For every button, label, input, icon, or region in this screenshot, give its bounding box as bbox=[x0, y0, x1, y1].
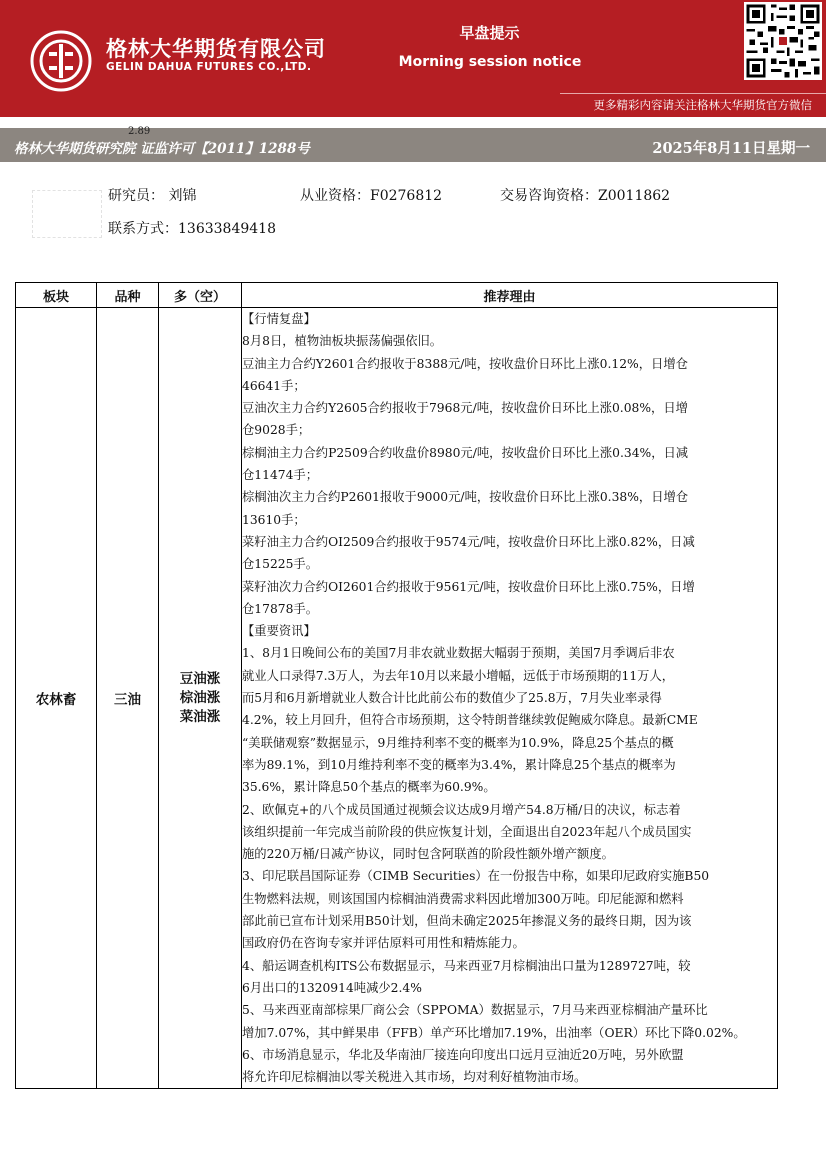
contact-phone: 联系方式：13633849418 bbox=[108, 221, 276, 237]
reason-line: 6、市场消息显示，华北及华南油厂接连向印度出口远月豆油近20万吨，另外欧盟 bbox=[242, 1047, 684, 1062]
reason-line: 3、印尼联昌国际证券（CIMB Securities）在一份报告中称，如果印尼政府实施B50 bbox=[242, 869, 710, 884]
direction-palm-oil: 棕油涨 bbox=[179, 689, 221, 706]
qr-code-icon bbox=[744, 2, 822, 80]
reason-line: 【行情复盘】 bbox=[242, 312, 316, 326]
reason-line: 仓15225手。 bbox=[242, 557, 319, 572]
reason-line: 菜籽油次力合约OI2601合约报收于9561元/吨，按收盘价日环比上涨0.75%，日增 bbox=[242, 579, 695, 594]
reason-line: 35.6%，累计降息50个基点的概率为60.9%。 bbox=[242, 780, 496, 795]
sector-cell: 农林畜 bbox=[16, 308, 97, 1089]
reason-line: 仓9028手； bbox=[242, 423, 311, 438]
direction-rapeseed-oil: 菜油涨 bbox=[179, 708, 221, 725]
reason-line: “美联储观察”数据显示，9月维持利率不变的概率为10.9%，降息25个基点的概 bbox=[242, 735, 674, 750]
reason-line: 13610手； bbox=[242, 512, 306, 527]
qualification-number: 从业资格：F0276812 bbox=[300, 188, 443, 204]
reason-line: 菜籽油主力合约OI2509合约报收于9574元/吨，按收盘价日环比上涨0.82%，日减 bbox=[242, 534, 695, 549]
reason-line: 施的220万桶/日减产协议，同时包含阿联酋的阶段性额外增产额度。 bbox=[242, 847, 614, 862]
follow-wechat-text: 更多精彩内容请关注格林大华期货官方微信 bbox=[593, 98, 812, 112]
reason-line: 就业人口录得7.3万人，为去年10月以来最小增幅，远低于市场预期的11万人， bbox=[242, 668, 675, 683]
reason-cell bbox=[242, 308, 778, 1089]
researcher-name: 研究员： 刘锦 bbox=[108, 188, 197, 204]
reason-line: 增加7.07%，其中鲜果串（FFB）单产环比增加7.19%，出油率（OER）环比下降0.02%。 bbox=[242, 1025, 746, 1040]
reason-line: 生物燃料法规，则该国国内棕榈油消费需求料因此增加300万吨。印尼能源和燃料 bbox=[242, 891, 684, 906]
variety-cell: 三油 bbox=[97, 308, 159, 1089]
reason-line: 将允许印尼棕榈油以零关税进入其市场，均对利好植物油市场。 bbox=[242, 1070, 587, 1085]
report-title-en: Morning session notice bbox=[398, 54, 582, 70]
consult-qualification: 交易咨询资格：Z0011862 bbox=[500, 188, 671, 204]
reason-line: 6月出口的1320914吨减少2.4% bbox=[242, 980, 422, 995]
photo-placeholder bbox=[32, 190, 102, 238]
direction-soybean-oil: 豆油涨 bbox=[179, 670, 221, 687]
reason-line: 8月8日，植物油板块振荡偏强依旧。 bbox=[242, 334, 443, 349]
reason-line: 4、船运调查机构ITS公布数据显示，马来西亚7月棕榈油出口量为1289727吨，较 bbox=[242, 958, 691, 973]
reason-line: 1、8月1日晚间公布的美国7月非农就业数据大幅弱于预期，美国7月季调后非农 bbox=[242, 646, 675, 661]
header-divider bbox=[560, 93, 826, 94]
recommendation-table bbox=[15, 282, 778, 1089]
reason-line: 4.2%，较上月回升，但符合市场预期，这令特朗普继续敦促鲍威尔降息。最新CME bbox=[242, 713, 698, 728]
report-title-cn: 早盘提示 bbox=[459, 24, 520, 42]
reason-line: 豆油主力合约Y2601合约报收于8388元/吨，按收盘价日环比上涨0.12%，日增仓 bbox=[242, 356, 688, 371]
header-sector: 板块 bbox=[16, 283, 97, 308]
company-name-cn: 格林大华期货有限公司 bbox=[106, 37, 326, 61]
reason-line: 棕榈油主力合约P2509合约收盘价8980元/吨，按收盘价日环比上涨0.34%，日减 bbox=[242, 445, 689, 460]
direction-cell bbox=[159, 308, 242, 1089]
reason-line: 5、马来西亚南部棕果厂商公会（SPPOMA）数据显示，7月马来西亚棕榈油产量环比 bbox=[242, 1003, 708, 1018]
header-variety: 品种 bbox=[97, 283, 159, 308]
reason-line: 率为89.1%，到10月维持利率不变的概率为3.4%，累计降息25个基点的概率为 bbox=[242, 757, 676, 772]
company-logo-icon bbox=[30, 30, 92, 92]
reason-line: 国政府仍在咨询专家并评估原料可用性和精炼能力。 bbox=[242, 936, 525, 951]
reason-line: 仓17878手。 bbox=[242, 601, 319, 616]
stray-number: 2.89 bbox=[128, 126, 151, 137]
report-date: 2025年8月11日星期一 bbox=[652, 140, 810, 157]
reason-line: 46641手； bbox=[242, 378, 306, 393]
header-direction: 多（空） bbox=[159, 283, 242, 308]
reason-line: 【重要资讯】 bbox=[242, 624, 316, 639]
reason-line: 部此前已宣布计划采用B50计划，但尚未确定2025年掺混义务的最终日期，因为该 bbox=[242, 914, 692, 929]
table-row bbox=[16, 308, 778, 1089]
company-name-en: GELIN DAHUA FUTURES CO.,LTD. bbox=[106, 61, 312, 73]
table-header-row bbox=[16, 283, 778, 308]
reason-line: 棕榈油次主力合约P2601报收于9000元/吨，按收盘价日环比上涨0.38%，日增仓 bbox=[242, 490, 689, 505]
reason-line: 豆油次主力合约Y2605合约报收于7968元/吨，按收盘价日环比上涨0.08%，日增 bbox=[242, 401, 688, 416]
reason-line: 2、欧佩克+的八个成员国通过视频会议达成9月增产54.8万桶/日的决议，标志着 bbox=[242, 802, 681, 817]
reason-line: 该组织提前一年完成当前阶段的供应恢复计划，全面退出自2023年起八个成员国实 bbox=[242, 824, 692, 839]
institute-license: 格林大华期货研究院 证监许可【2011】1288号 bbox=[14, 141, 310, 157]
header-reason: 推荐理由 bbox=[242, 283, 778, 308]
reason-line: 仓11474手； bbox=[242, 468, 319, 483]
reason-line: 而5月和6月新增就业人数合计比此前公布的数值少了25.8万，7月失业率录得 bbox=[242, 691, 662, 706]
